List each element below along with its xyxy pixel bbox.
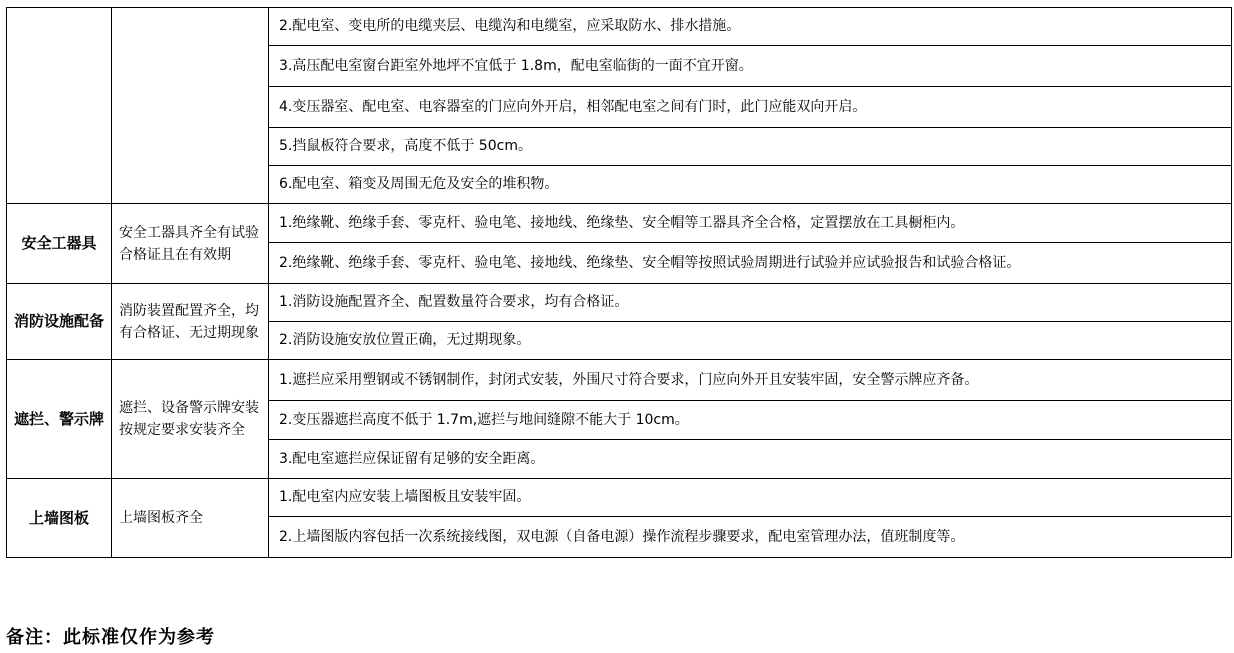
item-cell: 4.变压器室、配电室、电容器室的门应向外开启，相邻配电室之间有门时，此门应能双向开启。: [269, 87, 1232, 128]
item-cell: 3.配电室遮拦应保证留有足够的安全距离。: [269, 440, 1232, 479]
category-cell: [7, 8, 112, 204]
item-cell: 2.变压器遮拦高度不低于 1.7m,遮拦与地间缝隙不能大于 10cm。: [269, 401, 1232, 440]
item-cell: 2.消防设施安放位置正确，无过期现象。: [269, 322, 1232, 360]
category-cell: 上墙图板: [7, 479, 112, 558]
category-cell: 安全工器具: [7, 204, 112, 284]
item-cell: 1.配电室内应安装上墙图板且安装牢固。: [269, 479, 1232, 517]
requirement-cell: 上墙图板齐全: [112, 479, 269, 558]
table-row: [7, 284, 1232, 322]
table-row: [7, 204, 1232, 243]
category-cell: 消防设施配备: [7, 284, 112, 360]
table-row: [7, 479, 1232, 517]
requirement-cell: 安全工器具齐全有试验合格证且在有效期: [112, 204, 269, 284]
item-cell: 1.绝缘靴、绝缘手套、零克杆、验电笔、接地线、绝缘垫、安全帽等工器具齐全合格，定置摆放在工具橱柜内。: [269, 204, 1232, 243]
item-cell: 3.高压配电室窗台距室外地坪不宜低于 1.8m，配电室临街的一面不宜开窗。: [269, 46, 1232, 87]
footer-note: 备注：此标准仅作为参考: [6, 627, 215, 648]
requirement-cell: 遮拦、设备警示牌安装按规定要求安装齐全: [112, 360, 269, 479]
item-cell: 1.消防设施配置齐全、配置数量符合要求，均有合格证。: [269, 284, 1232, 322]
item-cell: 5.挡鼠板符合要求，高度不低于 50cm。: [269, 128, 1232, 166]
standards-table: [6, 7, 1232, 558]
table-row: [7, 360, 1232, 401]
item-cell: 6.配电室、箱变及周围无危及安全的堆积物。: [269, 166, 1232, 204]
category-cell: 遮拦、警示牌: [7, 360, 112, 479]
item-cell: 2.配电室、变电所的电缆夹层、电缆沟和电缆室，应采取防水、排水措施。: [269, 8, 1232, 46]
table-row: [7, 8, 1232, 46]
requirement-cell: [112, 8, 269, 204]
item-cell: 1.遮拦应采用塑钢或不锈钢制作，封闭式安装，外围尺寸符合要求，门应向外开且安装牢固，安全警示牌应齐备。: [269, 360, 1232, 401]
item-cell: 2.绝缘靴、绝缘手套、零克杆、验电笔、接地线、绝缘垫、安全帽等按照试验周期进行试验并应试验报告和试验合格证。: [269, 243, 1232, 284]
requirement-cell: 消防装置配置齐全，均有合格证、无过期现象: [112, 284, 269, 360]
item-cell: 2.上墙图版内容包括一次系统接线图，双电源（自备电源）操作流程步骤要求，配电室管理办法，值班制度等。: [269, 517, 1232, 558]
